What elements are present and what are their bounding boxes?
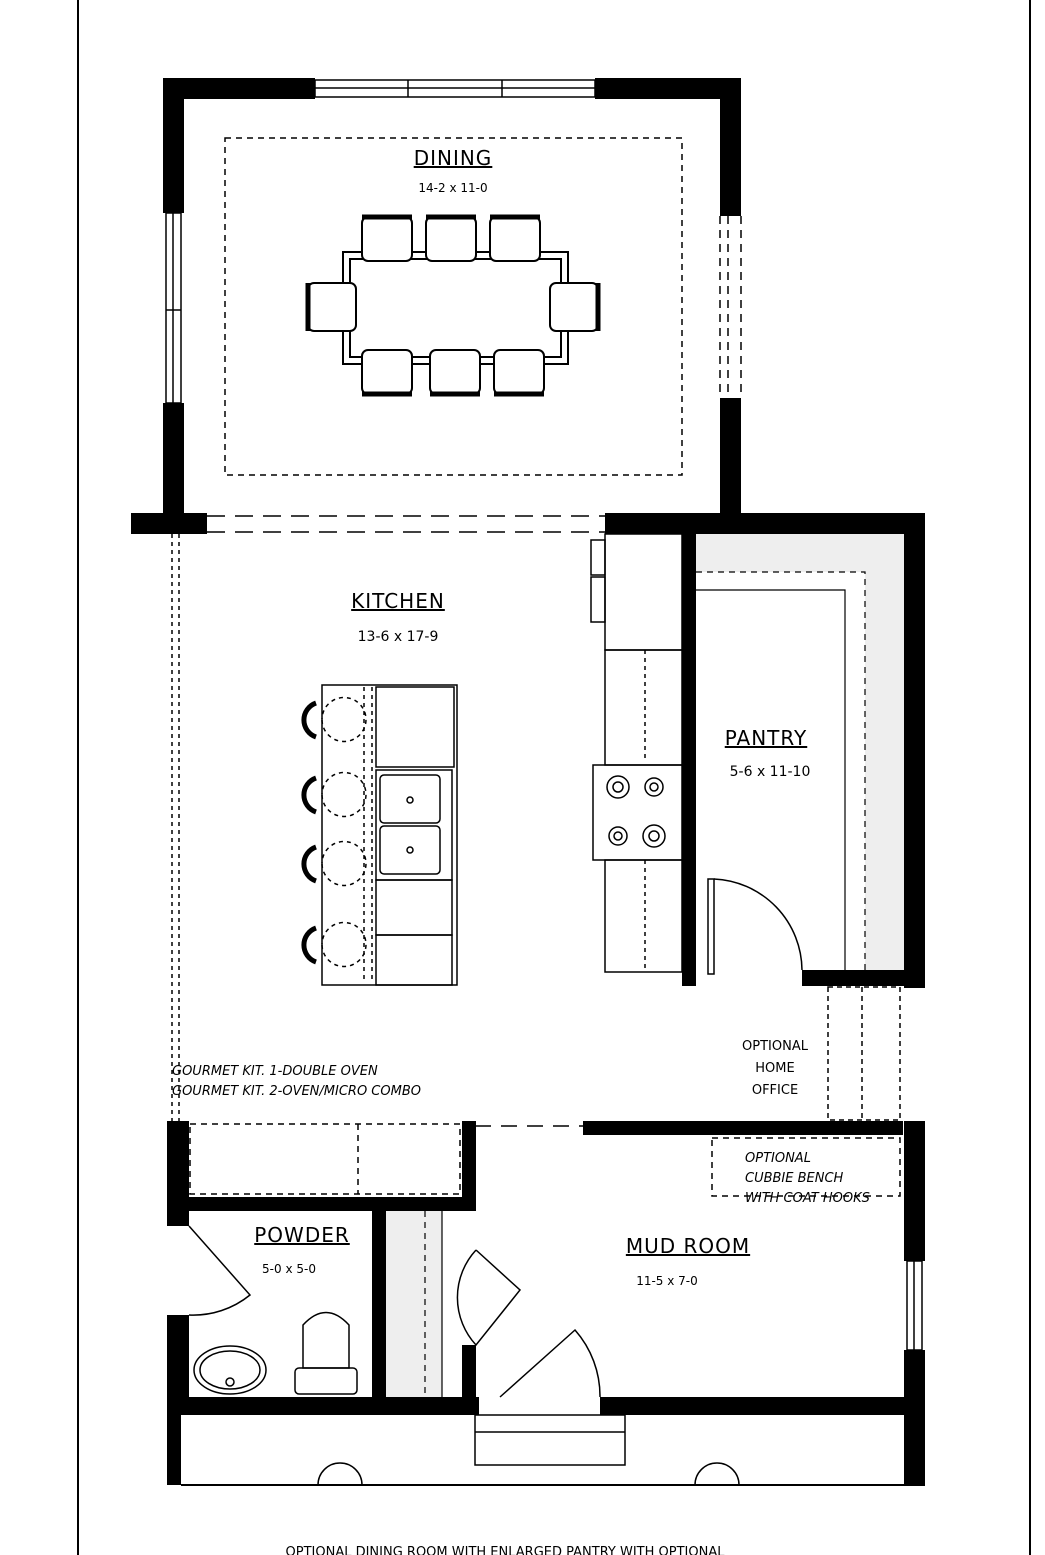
pantry-door — [708, 879, 802, 974]
gourmet-note-2: GOURMET KIT. 2-OVEN/MICRO COMBO — [172, 1084, 421, 1099]
kitchen-storage — [190, 1124, 460, 1194]
kitchen-cabinets — [591, 534, 682, 972]
dining-dims: 14-2 x 11-0 — [418, 181, 488, 195]
office-note-2: HOME — [755, 1061, 795, 1076]
kitchen-island — [322, 685, 457, 985]
mud-room-window — [907, 1261, 922, 1350]
toilet-icon — [295, 1368, 357, 1394]
dining-chair — [550, 283, 598, 331]
porch — [181, 1415, 925, 1485]
burner — [645, 778, 663, 796]
burner — [607, 776, 629, 798]
closet-door — [457, 1250, 520, 1345]
mud-room-title: MUD ROOM — [625, 1234, 751, 1258]
dining-optional-door — [720, 216, 741, 398]
cubbie-note-3: WITH COAT HOOKS — [745, 1191, 870, 1206]
burner — [643, 825, 665, 847]
kitchen-title: KITCHEN — [351, 589, 445, 613]
dining-chair — [494, 350, 544, 394]
home-office-optional — [828, 987, 900, 1120]
dining-title: DINING — [413, 146, 493, 170]
entry-door — [500, 1330, 600, 1397]
powder-door — [189, 1226, 250, 1315]
office-note-1: OPTIONAL — [742, 1039, 808, 1054]
dining-chair — [426, 217, 476, 261]
dining-chair — [308, 283, 356, 331]
cubbie-note-1: OPTIONAL — [745, 1151, 811, 1166]
stool — [322, 923, 366, 967]
powder-fixtures — [194, 1313, 357, 1395]
island-stools — [322, 697, 366, 966]
dining-chair — [430, 350, 480, 394]
dining-chairs — [308, 217, 598, 394]
cubbie-note-2: CUBBIE BENCH — [745, 1171, 844, 1186]
stool — [322, 773, 366, 817]
powder-title: POWDER — [254, 1223, 350, 1247]
dining-chair — [362, 217, 412, 261]
burner — [609, 827, 627, 845]
cubbie-bench-optional — [712, 1138, 900, 1196]
range — [593, 765, 682, 860]
office-note-3: OFFICE — [751, 1083, 799, 1098]
dining-table — [343, 252, 568, 364]
closet — [386, 1211, 442, 1397]
caption: OPTIONAL DINING ROOM WITH ENLARGED PANTRY WITH OPTIONAL — [285, 1545, 725, 1555]
pantry-shelves — [696, 534, 904, 970]
powder-dims: 5-0 x 5-0 — [262, 1262, 316, 1276]
pantry-title: PANTRY — [724, 726, 808, 750]
dining-chair — [490, 217, 540, 261]
dining-chair — [362, 350, 412, 394]
stool — [322, 697, 366, 741]
island-stool-backs — [304, 703, 316, 962]
sink-icon — [194, 1346, 266, 1394]
pantry-dims: 5-6 x 11-10 — [729, 764, 811, 780]
gourmet-note-1: GOURMET KIT. 1-DOUBLE OVEN — [172, 1064, 378, 1079]
stool — [322, 841, 366, 885]
mud-room-dims: 11-5 x 7-0 — [636, 1274, 698, 1288]
kitchen-dims: 13-6 x 17-9 — [357, 629, 439, 645]
